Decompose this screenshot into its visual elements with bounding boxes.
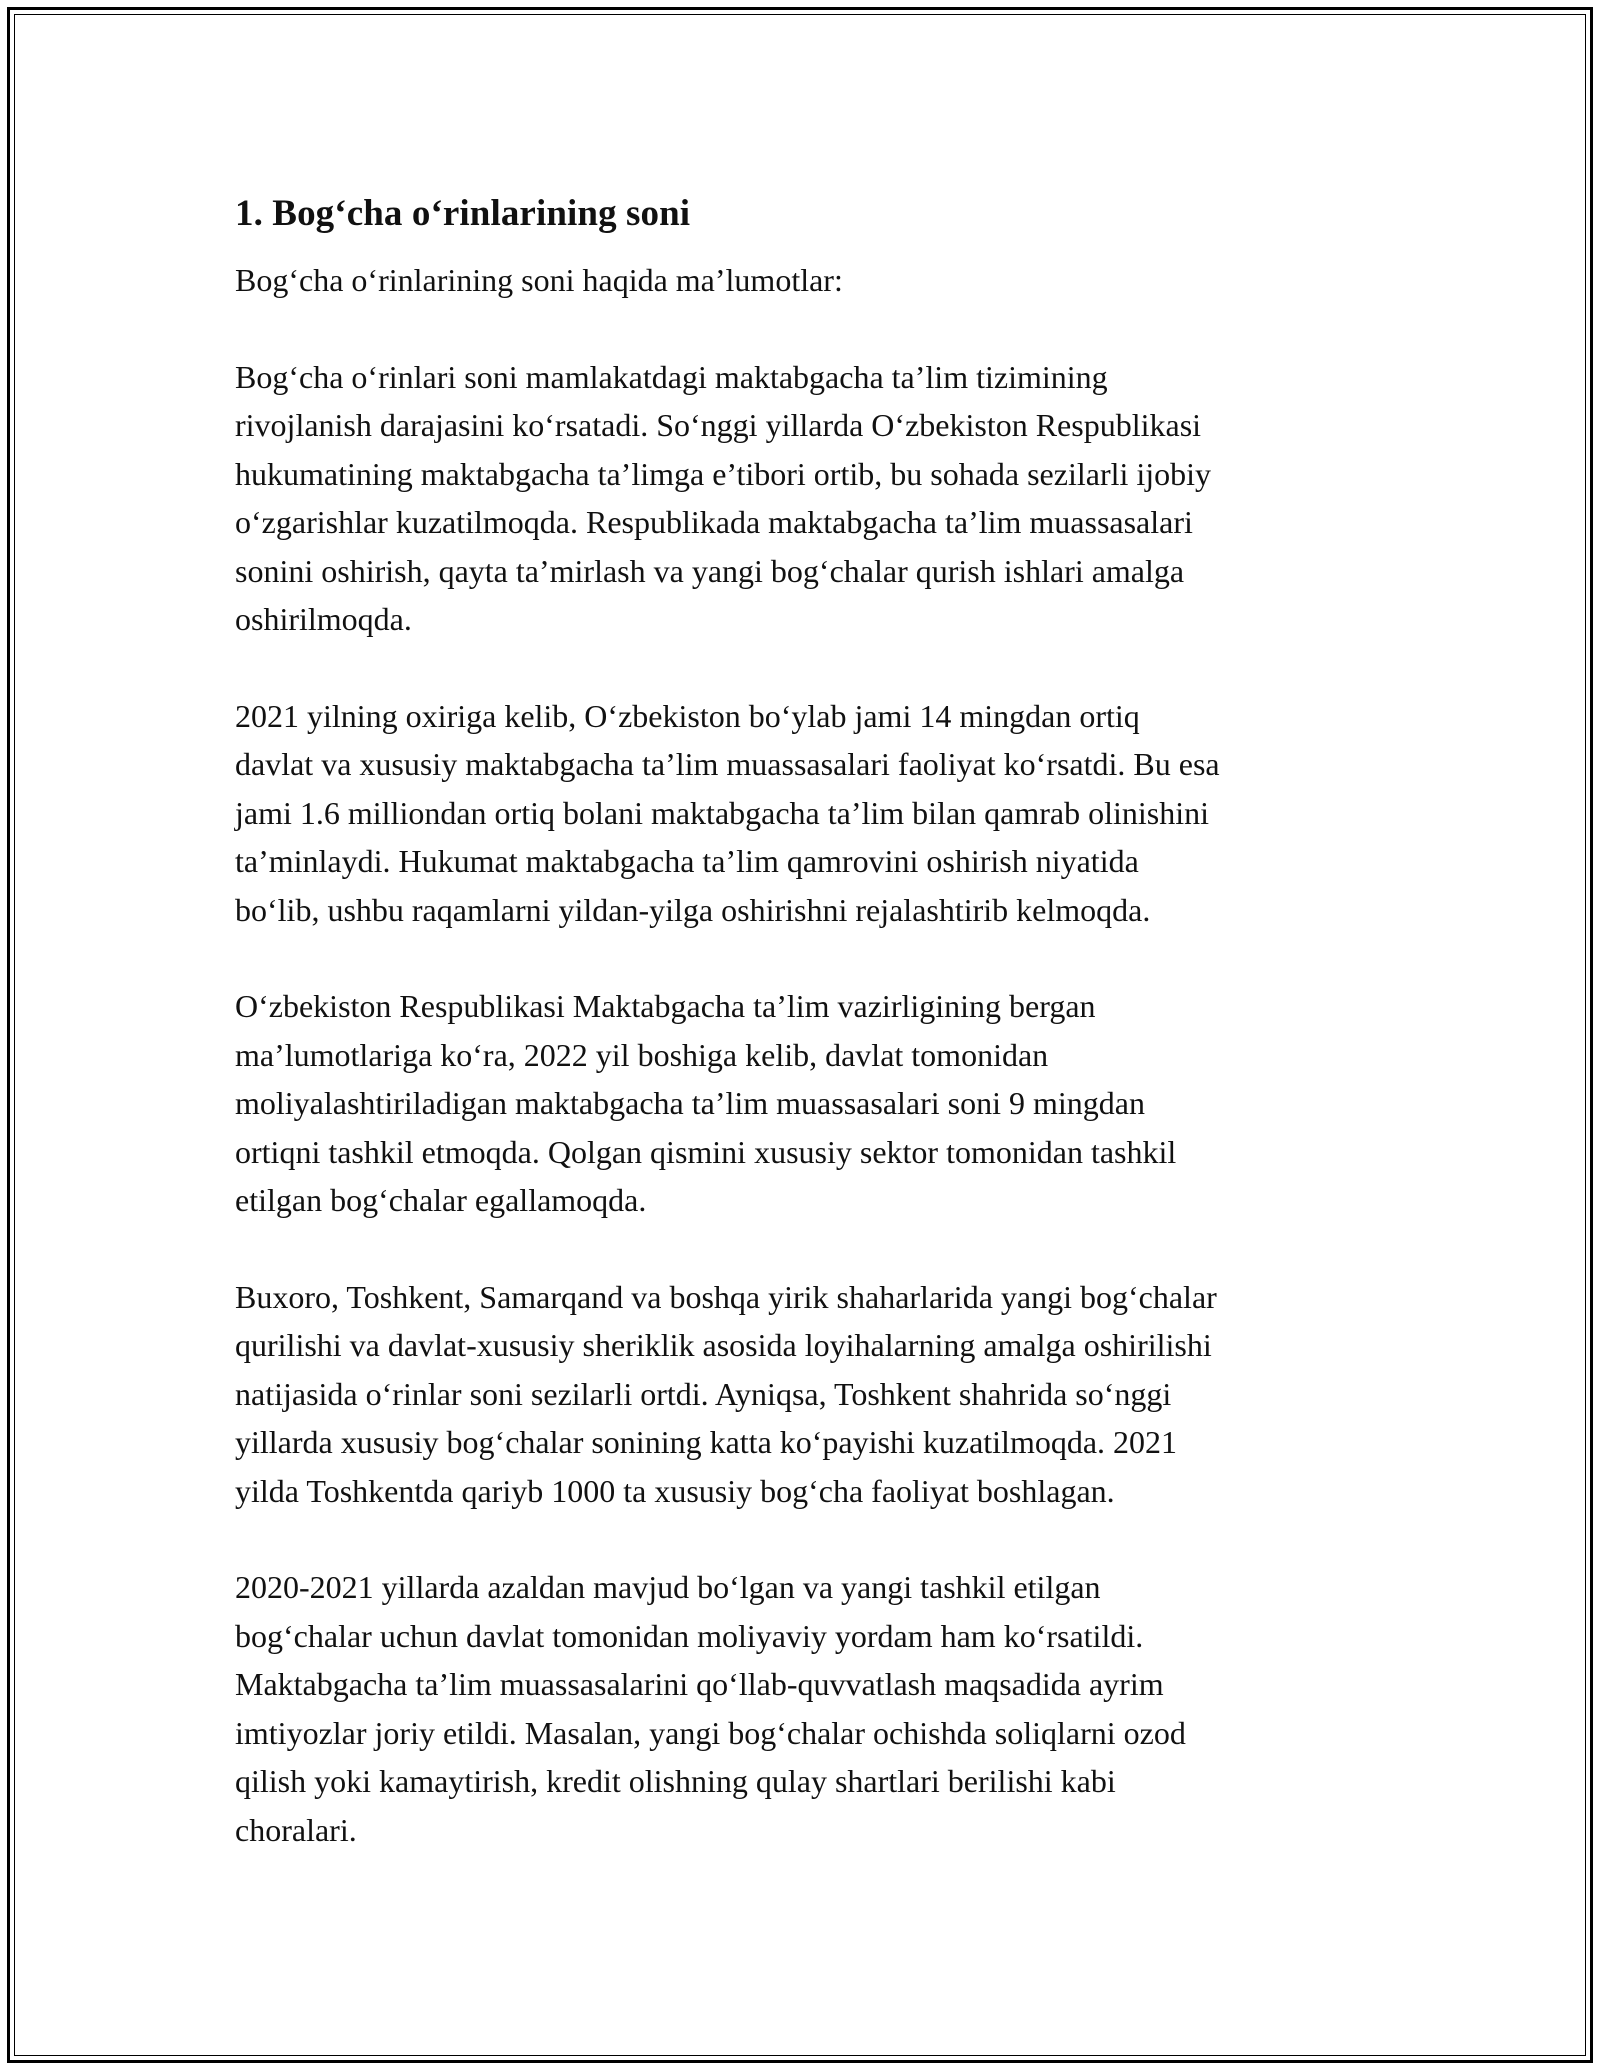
paragraph-line: Buxoro, Toshkent, Samarqand va boshqa yirik shaharlarida yangi bog‘chalar <box>235 1278 1217 1315</box>
paragraph-line: 2020-2021 yillarda azaldan mavjud bo‘lgan va yangi tashkil etilgan <box>235 1569 1101 1605</box>
paragraph-line: choralari. <box>235 1811 357 1848</box>
paragraph-2 <box>235 692 1375 935</box>
intro-text: Bog‘cha o‘rinlarining soni haqida ma’lumotlar: <box>235 262 843 298</box>
paragraph-line: qurilishi va davlat-xususiy sheriklik asosida loyihalarning amalga oshirilishi <box>235 1327 1212 1363</box>
paragraph-line: yillarda xususiy bog‘chalar sonining katta ko‘payishi kuzatilmoqda. 2021 <box>235 1424 1178 1460</box>
paragraph-5 <box>235 1563 1375 1854</box>
paragraph-1 <box>235 353 1375 644</box>
paragraph-line: moliyalashtiriladigan maktabgacha ta’lim muassasalari soni 9 mingdan <box>235 1085 1145 1121</box>
paragraph-line: etilgan bog‘chalar egallamoqda. <box>235 1182 647 1218</box>
paragraph-3 <box>235 982 1375 1225</box>
paragraph-line: bog‘chalar uchun davlat tomonidan moliyaviy yordam ham ko‘rsatildi. <box>235 1617 1144 1654</box>
paragraph-line: 2021 yilning oxiriga kelib, O‘zbekiston bo‘ylab jami 14 mingdan ortiq <box>235 697 1140 734</box>
paragraph-line: rivojlanish darajasini ko‘rsatadi. So‘nggi yillarda O‘zbekiston Respublikasi <box>235 407 1202 443</box>
paragraph-line: qilish yoki kamaytirish, kredit olishning qulay shartlari berilishi kabi <box>235 1763 1116 1799</box>
paragraph-line: Bog‘cha o‘rinlari soni mamlakatdagi maktabgacha ta’lim tizimining <box>235 358 1108 395</box>
paragraph-line: Maktabgacha ta’lim muassasalarini qo‘llab-quvvatlash maqsadida ayrim <box>235 1666 1164 1702</box>
paragraph-line: hukumatining maktabgacha ta’limga e’tibori ortib, bu sohada sezilarli ijobiy <box>235 455 1212 492</box>
paragraph-line: bo‘lib, ushbu raqamlarni yildan-yilga oshirishni rejalashtirib kelmoqda. <box>235 891 1151 928</box>
paragraph-line: jami 1.6 milliondan ortiq bolani maktabgacha ta’lim bilan qamrab olinishini <box>235 794 1210 831</box>
paragraph-line: O‘zbekiston Respublikasi Maktabgacha ta’lim vazirligining bergan <box>235 988 1096 1024</box>
document-body <box>235 186 1375 1854</box>
section-heading: 1. Bog‘cha o‘rinlarining soni <box>235 193 691 234</box>
paragraph-line: sonini oshirish, qayta ta’mirlash va yangi bog‘chalar qurish ishlari amalga <box>235 552 1185 589</box>
paragraph-line: o‘zgarishlar kuzatilmoqda. Respublikada maktabgacha ta’lim muassasalari <box>235 504 1193 540</box>
paragraph-4 <box>235 1273 1375 1516</box>
paragraph-line: davlat va xususiy maktabgacha ta’lim muassasalari faoliyat ko‘rsatdi. Bu esa <box>235 746 1220 782</box>
paragraph-line: ma’lumotlariga ko‘ra, 2022 yil boshiga kelib, davlat tomonidan <box>235 1036 1049 1073</box>
paragraph-line: yilda Toshkentda qariyb 1000 ta xususiy bog‘cha faoliyat boshlagan. <box>235 1472 1115 1509</box>
paragraph-line: natijasida o‘rinlar soni sezilarli ortdi. Ayniqsa, Toshkent shahrida so‘nggi <box>235 1375 1172 1412</box>
paragraph-line: ortiqni tashkil etmoqda. Qolgan qismini xususiy sektor tomonidan tashkil <box>235 1133 1177 1170</box>
paragraph-line: ta’minlaydi. Hukumat maktabgacha ta’lim qamrovini oshirish niyatida <box>235 843 1139 879</box>
paragraph-line: oshirilmoqda. <box>235 601 412 637</box>
paragraph-line: imtiyozlar joriy etildi. Masalan, yangi bog‘chalar ochishda soliqlarni ozod <box>235 1714 1186 1751</box>
